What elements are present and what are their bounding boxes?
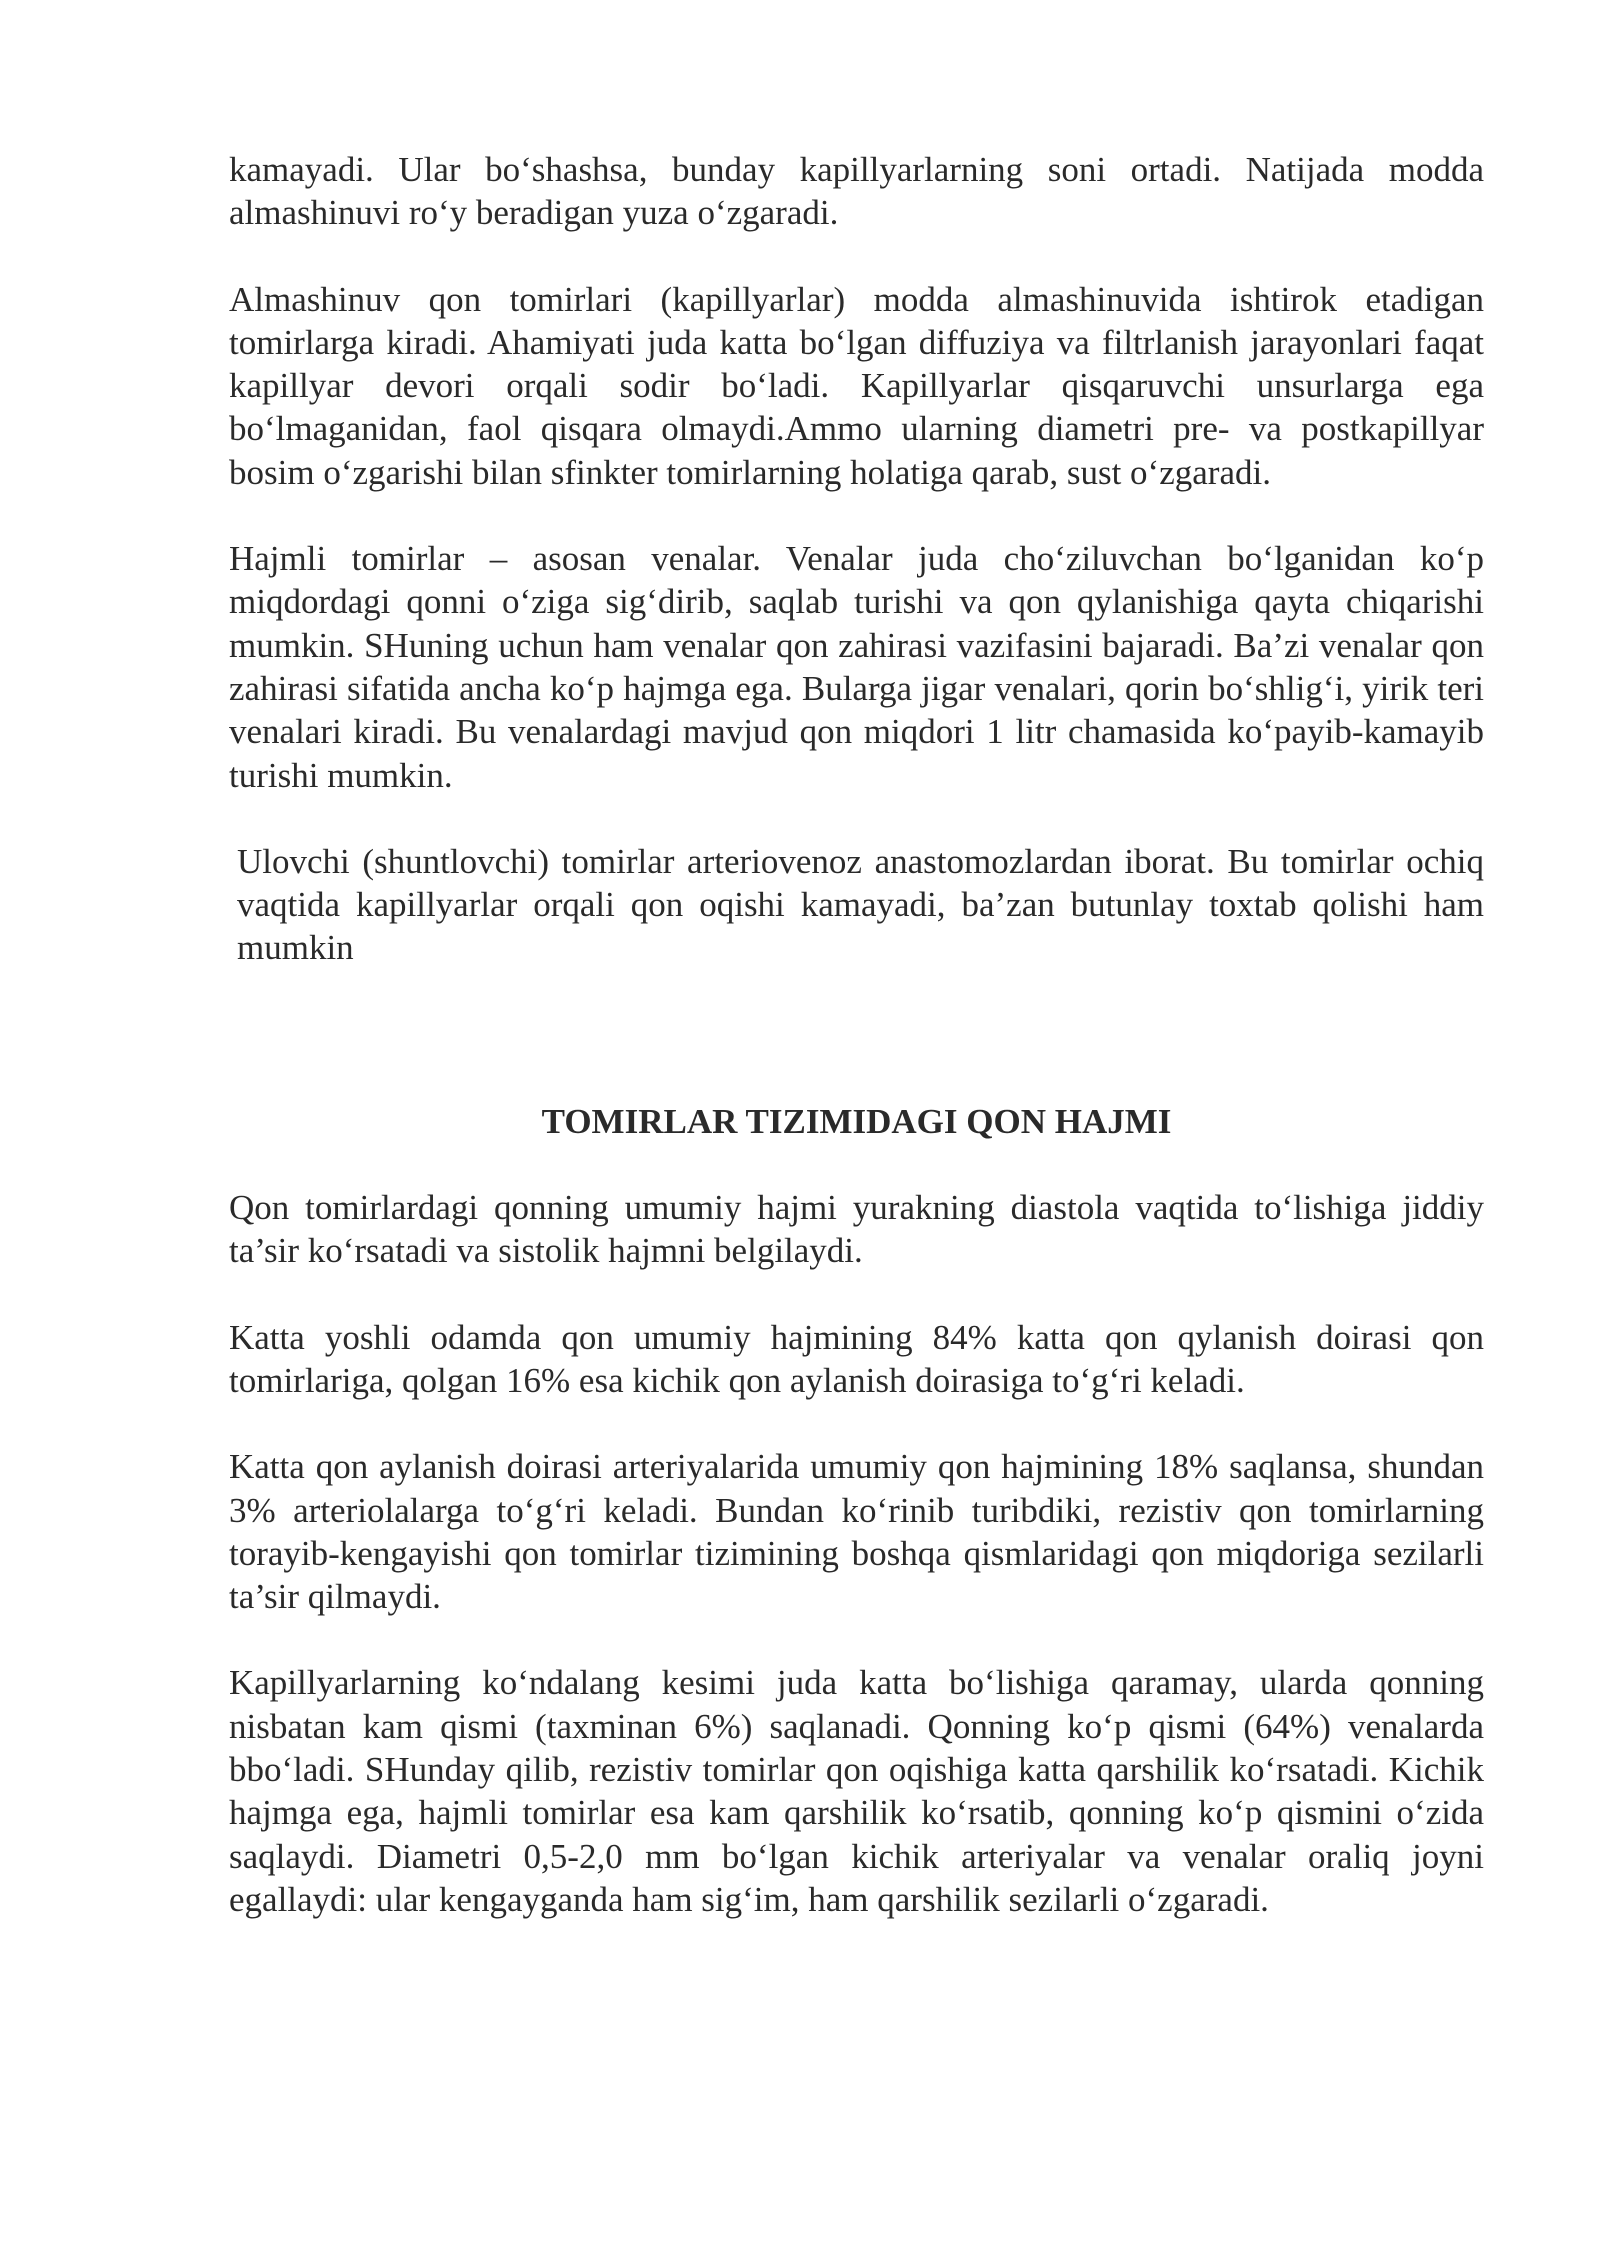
paragraph-capacitance-vessels: Hajmli tomirlar – asosan venalar. Venalar juda cho‘ziluvchan bo‘lganidan ko‘p miqdordagi qonni o‘ziga sig‘dirib, saqlab turishi va qon qylanishiga qayta chiqarishi mumkin. SHuning uchun ham venalar qon zahirasi vazifasini bajaradi. Ba’zi venalar qon zahirasi sifatida ancha ko‘p hajmga ega. Bularga jigar venalari, qorin bo‘shlig‘i, yirik teri venalari kiradi. Bu venalardagi mavjud qon miqdori 1 litr chamasida ko‘payib-kamayib turishi mumkin.	[229, 539, 1484, 795]
section-spacer	[229, 1013, 1484, 1100]
paragraph-total-volume: Qon tomirlardagi qonning umumiy hajmi yurakning diastola vaqtida to‘lishiga jiddiy ta’sir ko‘rsatadi va sistolik hajmni belgilaydi.	[229, 1188, 1484, 1271]
paragraph-capillary-volume: Kapillyarlarning ko‘ndalang kesimi juda katta bo‘lishiga qaramay, ularda qonning nisbatan kam qismi (taxminan 6%) saqlanadi. Qonning ko‘p qismi (64%) venalarda bbo‘ladi. SHunday qilib, rezistiv tomirlar qon oqishiga katta qarshilik ko‘rsatadi. Kichik hajmga ega, hajmli tomirlar esa kam qarshilik ko‘rsatib, qonning ko‘p qismini o‘zida saqlaydi. Diametri 0,5-2,0 mm bo‘lgan kichik arteriyalar va venalar oraliq joyni egallaydi: ular kengayganda ham sig‘im, ham qarshilik sezilarli o‘zgaradi.	[229, 1663, 1484, 1919]
paragraph-continuation: kamayadi. Ular bo‘shashsa, bunday kapillyarlarning soni ortadi. Natijada modda almashinuvi ro‘y beradigan yuza o‘zgaradi.	[229, 150, 1484, 233]
paragraph-shunt-vessels: Ulovchi (shuntlovchi) tomirlar arteriovenoz anastomozlardan iborat. Bu tomirlar ochiq vaqtida kapillyarlar orqali qon oqishi kamayadi, ba’zan butunlay toxtab qolishi ham mumkin	[237, 841, 1484, 968]
section-heading: TOMIRLAR TIZIMIDAGI QON HAJMI	[541, 1101, 1172, 1141]
document-page	[229, 148, 1484, 1964]
paragraph-volume-distribution: Katta yoshli odamda qon umumiy hajmining 84% katta qon qylanish doirasi qon tomirlariga, qolgan 16% esa kichik qon aylanish doirasiga to‘g‘ri keladi.	[229, 1317, 1484, 1400]
paragraph-arterial-volume: Katta qon aylanish doirasi arteriyalarida umumiy qon hajmining 18% saqlansa, shundan 3% arteriolalarga to‘g‘ri keladi. Bundan ko‘rinib turibdiki, rezistiv qon tomirlarning torayib-kengayishi qon tomirlar tizimining boshqa qismlaridagi qon miqdoriga sezilarli ta’sir qilmaydi.	[229, 1447, 1484, 1617]
paragraph-exchange-vessels: Almashinuv qon tomirlari (kapillyarlar) modda almashinuvida ishtirok etadigan tomirlarga kiradi. Ahamiyati juda katta bo‘lgan diffuziya va filtrlanish jarayonlari faqat kapillyar devori orqali sodir bo‘ladi. Kapillyarlar qisqaruvchi unsurlarga ega bo‘lmaganidan, faol qisqara olmaydi.Ammo ularning diametri pre- va postkapillyar bosim o‘zgarishi bilan sfinkter tomirlarning holatiga qarab, sust o‘zgaradi.	[229, 279, 1484, 492]
